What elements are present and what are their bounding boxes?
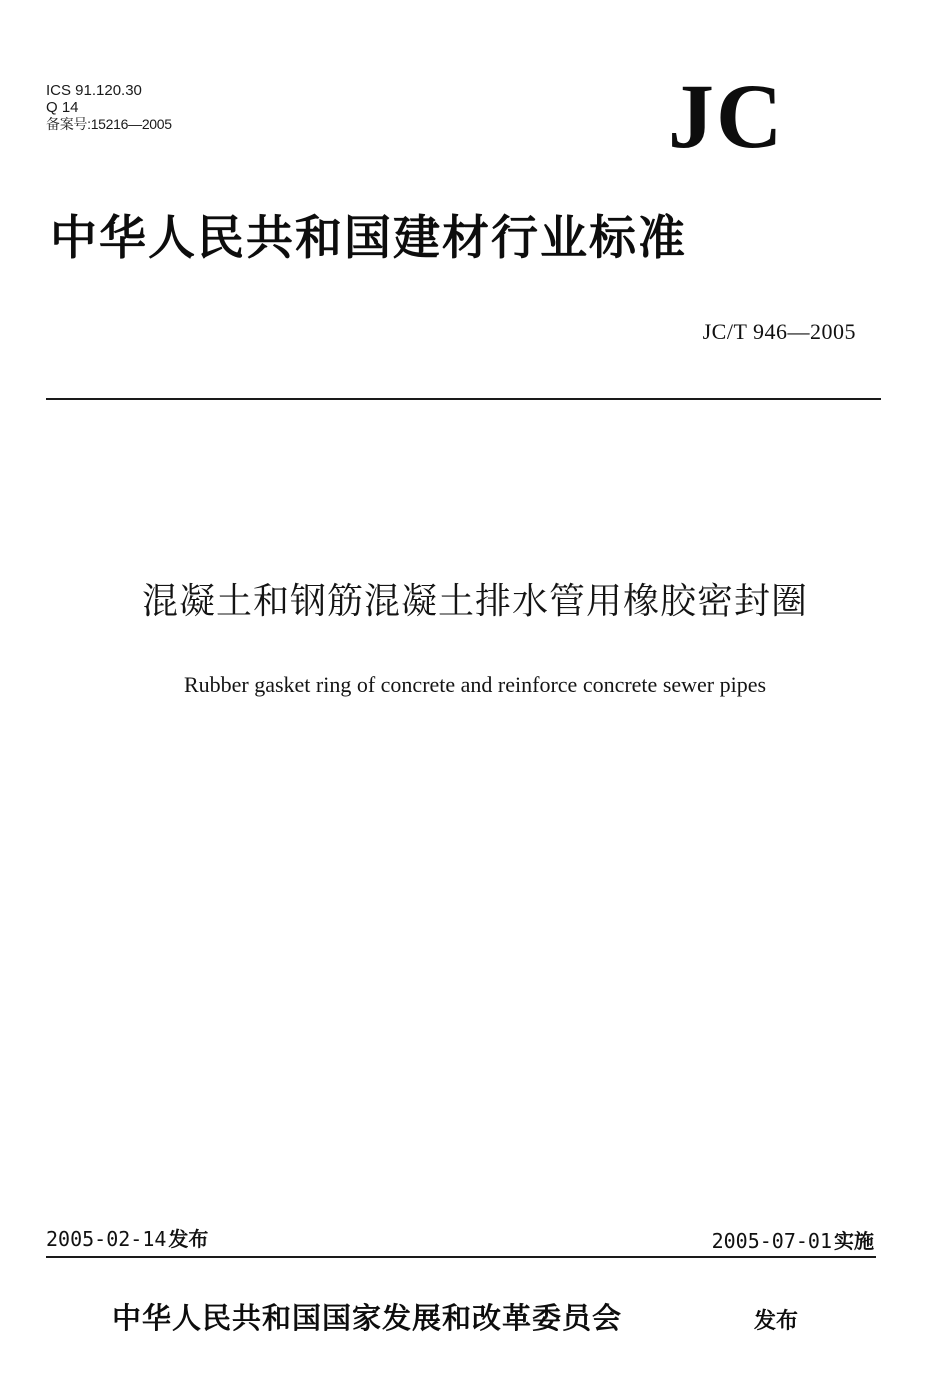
publisher-label: 发布 — [754, 1309, 799, 1334]
implementation-label: 实施 — [834, 1229, 874, 1253]
document-title-en: Rubber gasket ring of concrete and reinforce concrete sewer pipes — [183, 672, 767, 697]
classification-block — [46, 82, 172, 133]
implementation-date: 2005-07-01 — [711, 1229, 832, 1253]
ccs-code: Q 14 — [46, 99, 79, 116]
publisher-name: 中华人民共和国国家发展和改革委员会 — [112, 1301, 623, 1335]
implementation-date-line — [712, 1226, 874, 1256]
issue-date-line — [46, 1224, 208, 1254]
standard-mark: JC — [668, 65, 785, 167]
top-divider — [46, 398, 881, 400]
ics-code: ICS 91.120.30 — [46, 82, 142, 99]
document-title-cn: 混凝土和钢筋混凝土排水管用橡胶密封圈 — [141, 581, 808, 622]
industry-standard-title: 中华人民共和国建材行业标准 — [50, 211, 687, 266]
filing-number: 备案号:15216—2005 — [46, 116, 172, 132]
issue-date: 2005-02-14 — [46, 1227, 167, 1251]
bottom-divider — [46, 1256, 876, 1258]
issue-label: 发布 — [168, 1227, 209, 1251]
standard-number: JC/T 946—2005 — [702, 319, 856, 344]
